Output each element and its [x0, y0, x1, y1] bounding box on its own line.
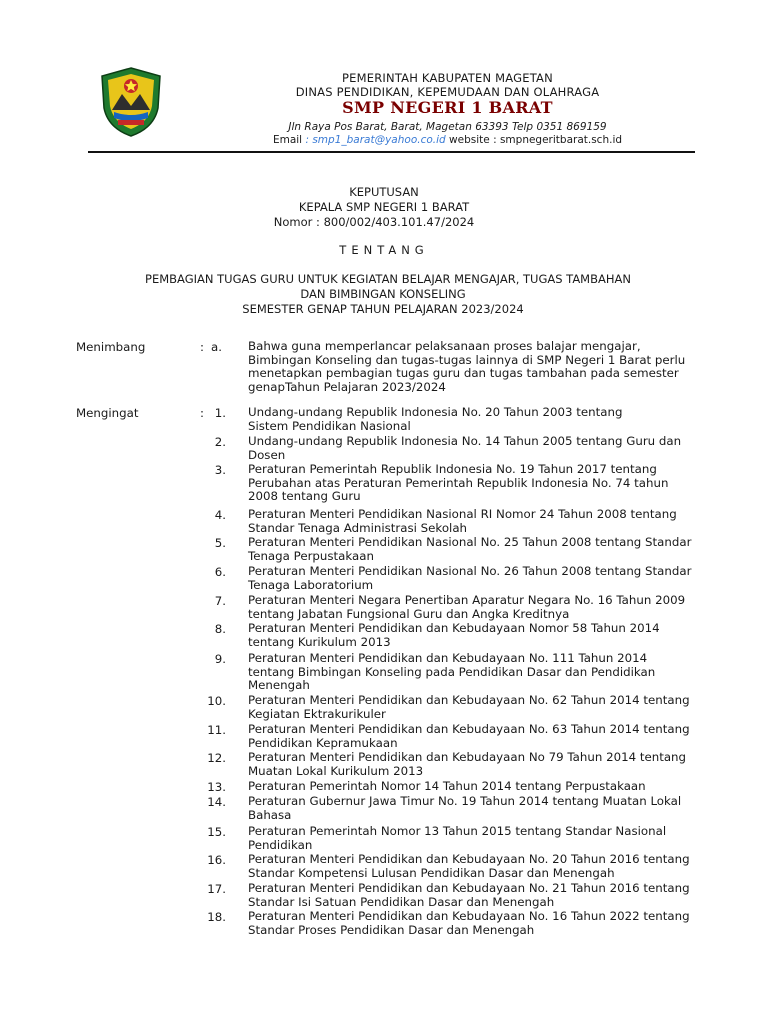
- mengingat-item: [248, 853, 704, 880]
- decree-number: Nomor : 800/002/403.101.47/2024: [273, 215, 475, 229]
- text-line: Peraturan Menteri Pendidikan dan Kebudayaan No. 111 Tahun 2014: [248, 651, 648, 665]
- mengingat-item-number: 15.: [207, 825, 226, 839]
- mengingat-item: [248, 622, 704, 649]
- text-line: Standar Isi Satuan Pendidikan Dasar dan Menengah: [248, 894, 555, 909]
- text-line: Kegiatan Ektrakurikuler: [248, 706, 386, 721]
- text-line: Bimbingan Konseling dan tugas-tugas lainnya di SMP Negeri 1 Barat perlu: [248, 352, 686, 367]
- mengingat-item: [248, 594, 704, 621]
- email-label: Email: [272, 134, 303, 146]
- magetan-regency-crest-icon: [98, 66, 164, 138]
- letterhead-school-name: SMP NEGERI 1 BARAT: [342, 98, 553, 117]
- text-line: Peraturan Menteri Pendidikan dan Kebudayaan No. 16 Tahun 2022 tentang: [248, 909, 690, 923]
- text-line: Peraturan Menteri Pendidikan dan Kebudayaan No. 62 Tahun 2014 tentang: [248, 693, 690, 707]
- mengingat-item-number: 2.: [214, 435, 226, 449]
- mengingat-item-number: 14.: [207, 795, 226, 809]
- text-line: Peraturan Pemerintah Republik Indonesia No. 19 Tahun 2017 tentang: [248, 462, 657, 476]
- menimbang-label: Menimbang: [76, 340, 146, 354]
- text-line: genapTahun Pelajaran 2023/2024: [248, 379, 446, 394]
- text-line: Menengah: [248, 678, 310, 693]
- mengingat-item: [248, 435, 704, 462]
- text-line: Peraturan Menteri Pendidikan Nasional No. 25 Tahun 2008 tentang Standar: [248, 535, 692, 549]
- website-link[interactable]: : smpnegeritbarat.sch.id: [493, 134, 623, 146]
- text-line: Dosen: [248, 447, 286, 462]
- mengingat-item-number: 12.: [207, 751, 226, 765]
- text-line: Peraturan Gubernur Jawa Timur No. 19 Tahun 2014 tentang Muatan Lokal: [248, 794, 682, 808]
- mengingat-item-number: 11.: [207, 723, 226, 737]
- text-line: Undang-undang Republik Indonesia No. 14 Tahun 2005 tentang Guru dan: [248, 434, 682, 448]
- text-line: Bahwa guna memperlancar pelaksanaan proses balajar mengajar,: [248, 339, 641, 353]
- text-line: Peraturan Pemerintah Nomor 14 Tahun 2014 tentang Perpustakaan: [248, 779, 646, 793]
- letterhead-divider: [88, 151, 695, 153]
- text-line: Standar Tenaga Administrasi Sekolah: [248, 520, 468, 535]
- mengingat-item: [248, 508, 704, 535]
- text-line: Peraturan Menteri Pendidikan dan Kebudayaan No. 21 Tahun 2016 tentang: [248, 881, 690, 895]
- text-line: Standar Proses Pendidikan Dasar dan Menengah: [248, 922, 535, 937]
- mengingat-item: [248, 406, 704, 433]
- text-line: Peraturan Menteri Pendidikan dan Kebudayaan No. 20 Tahun 2016 tentang: [248, 852, 690, 866]
- text-line: Sistem Pendidikan Nasional: [248, 418, 411, 433]
- menimbang-colon: :: [200, 340, 204, 354]
- text-line: Peraturan Menteri Pendidikan Nasional RI Nomor 24 Tahun 2008 tentang: [248, 507, 677, 521]
- decree-subject-line1: PEMBAGIAN TUGAS GURU UNTUK KEGIATAN BELAJAR MENGAJAR, TUGAS TAMBAHAN: [145, 272, 631, 286]
- letterhead-address: Jln Raya Pos Barat, Barat, Magetan 63393 Telp 0351 869159: [288, 121, 607, 133]
- text-line: Peraturan Menteri Pendidikan dan Kebudayaan Nomor 58 Tahun 2014: [248, 621, 660, 635]
- mengingat-colon: :: [200, 406, 204, 420]
- mengingat-item-number: 18.: [207, 910, 226, 924]
- decree-title: KEPUTUSAN: [349, 185, 419, 199]
- mengingat-item: [248, 910, 704, 937]
- text-line: menetapkan pembagian tugas guru dan tugas tambahan pada semester: [248, 366, 679, 381]
- text-line: Peraturan Menteri Pendidikan dan Kebudayaan No. 63 Tahun 2014 tentang: [248, 722, 690, 736]
- letterhead-department: DINAS PENDIDIKAN, KEPEMUDAAN DAN OLAHRAGA: [295, 85, 600, 99]
- mengingat-item-number: 1.: [214, 406, 226, 420]
- mengingat-item: [248, 723, 704, 750]
- mengingat-item-number: 13.: [207, 780, 226, 794]
- letterhead-government: PEMERINTAH KABUPATEN MAGETAN: [342, 71, 553, 85]
- menimbang-item-number: a.: [211, 340, 222, 354]
- text-line: Peraturan Menteri Pendidikan dan Kebudayaan No 79 Tahun 2014 tentang: [248, 750, 687, 764]
- text-line: Peraturan Pemerintah Nomor 13 Tahun 2015 tentang Standar Nasional: [248, 824, 667, 838]
- mengingat-item-number: 16.: [207, 853, 226, 867]
- text-line: tentang Kurikulum 2013: [248, 634, 391, 649]
- decree-issuer: KEPALA SMP NEGERI 1 BARAT: [298, 200, 470, 214]
- text-line: Tenaga Laboratorium: [248, 577, 374, 592]
- mengingat-item-number: 8.: [214, 622, 226, 636]
- mengingat-item: [248, 565, 704, 592]
- mengingat-item-number: 10.: [207, 694, 226, 708]
- mengingat-item: [248, 463, 704, 504]
- text-line: Peraturan Menteri Pendidikan Nasional No. 26 Tahun 2008 tentang Standar: [248, 564, 692, 578]
- mengingat-label: Mengingat: [76, 406, 139, 420]
- mengingat-item: [248, 780, 704, 794]
- letterhead-contact: [200, 134, 695, 146]
- text-line: 2008 tentang Guru: [248, 489, 361, 504]
- mengingat-item: [248, 652, 704, 693]
- mengingat-item-number: 17.: [207, 882, 226, 896]
- mengingat-item: [248, 751, 704, 778]
- letterhead: [0, 0, 768, 160]
- text-line: Peraturan Menteri Negara Penertiban Aparatur Negara No. 16 Tahun 2009: [248, 593, 686, 607]
- mengingat-item-number: 6.: [214, 565, 226, 579]
- mengingat-item: [248, 882, 704, 909]
- text-line: Tenaga Perpustakaan: [248, 548, 374, 563]
- text-line: Undang-undang Republik Indonesia No. 20 Tahun 2003 tentang: [248, 405, 623, 419]
- mengingat-item-number: 9.: [214, 652, 226, 666]
- mengingat-item-number: 7.: [214, 594, 226, 608]
- decree-subject-line3: SEMESTER GENAP TAHUN PELAJARAN 2023/2024: [242, 302, 524, 316]
- text-line: Standar Kompetensi Lulusan Pendidikan Dasar dan Menengah: [248, 865, 615, 880]
- decree-subject-line2: DAN BIMBINGAN KONSELING: [300, 287, 466, 301]
- text-line: Pendidikan: [248, 837, 313, 852]
- text-line: tentang Bimbingan Konseling pada Pendidikan Dasar dan Pendidikan: [248, 664, 656, 679]
- text-line: Bahasa: [248, 807, 292, 822]
- text-line: Perubahan atas Peraturan Pemerintah Republik Indonesia No. 74 tahun: [248, 475, 669, 490]
- website-label: website: [449, 134, 490, 146]
- mengingat-item: [248, 536, 704, 563]
- text-line: Pendidikan Kepramukaan: [248, 735, 398, 750]
- mengingat-item: [248, 694, 704, 721]
- menimbang-text: [248, 340, 704, 394]
- mengingat-item: [248, 825, 704, 852]
- text-line: Muatan Lokal Kurikulum 2013: [248, 763, 424, 778]
- email-link[interactable]: : smp1_barat@yahoo.co.id: [305, 134, 446, 146]
- mengingat-item: [248, 795, 704, 822]
- mengingat-item-number: 5.: [214, 536, 226, 550]
- decree-tentang: TENTANG: [339, 243, 429, 257]
- mengingat-item-number: 4.: [214, 508, 226, 522]
- mengingat-item-number: 3.: [214, 463, 226, 477]
- text-line: tentang Jabatan Fungsional Guru dan Angka Kreditnya: [248, 606, 570, 621]
